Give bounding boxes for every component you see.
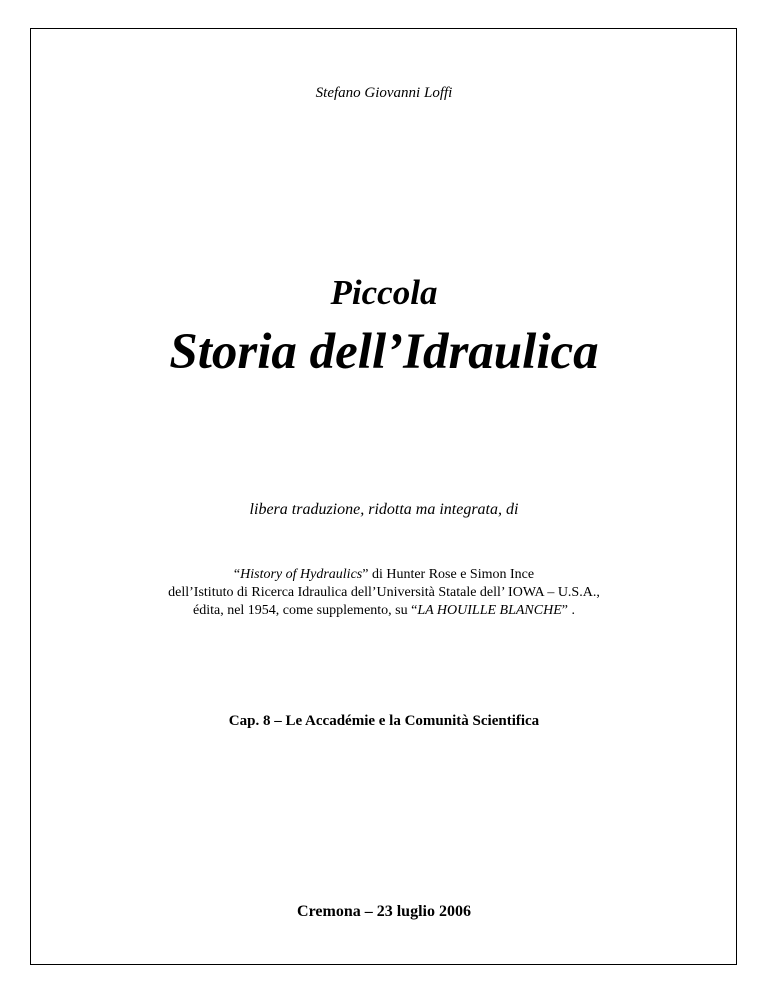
place-date: Cremona – 23 luglio 2006 bbox=[297, 903, 471, 920]
title-line-1: Piccola bbox=[330, 273, 438, 312]
subtitle: libera traduzione, ridotta ma integrata, di bbox=[249, 501, 519, 518]
journal-name: LA HOUILLE BLANCHE bbox=[417, 603, 562, 618]
source-credit bbox=[0, 566, 768, 620]
source-line-1 bbox=[0, 566, 768, 584]
source-work-title: History of Hydraulics bbox=[240, 567, 363, 582]
chapter-heading: Cap. 8 – Le Accadémie e la Comunità Scientifica bbox=[228, 713, 540, 729]
source-line-3 bbox=[0, 602, 768, 620]
title-line-2: Storia dell’Idraulica bbox=[169, 324, 599, 380]
source-authors: ” di Hunter Rose e Simon Ince bbox=[362, 567, 535, 582]
quote-open: “ bbox=[233, 567, 241, 582]
source-line-2: dell’Istituto di Ricerca Idraulica dell’Università Statale dell’ IOWA – U.S.A., bbox=[168, 585, 600, 600]
quote-close: ” . bbox=[561, 603, 575, 618]
page-border bbox=[30, 28, 737, 965]
publication-info: édita, nel 1954, come supplemento, su “ bbox=[193, 603, 418, 618]
author-name: Stefano Giovanni Loffi bbox=[315, 85, 453, 101]
